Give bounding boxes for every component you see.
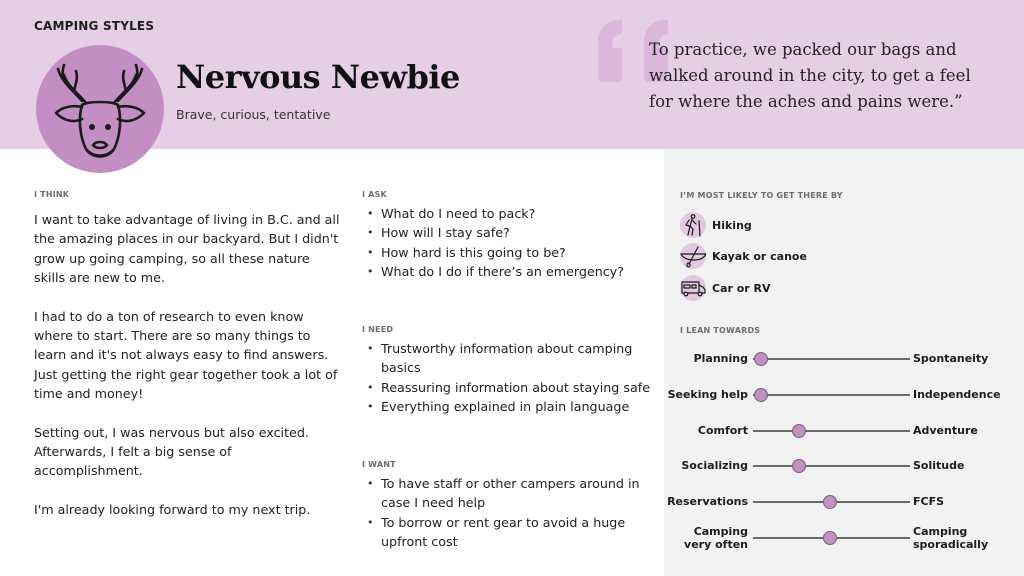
list-item: • How will I stay safe?	[362, 223, 652, 242]
i-need-section	[362, 325, 652, 417]
lean-towards-label: I LEAN TOWARDS	[680, 326, 761, 335]
transport-mode-label: Kayak or canoe	[712, 249, 807, 263]
transport-mode-rv	[680, 275, 771, 301]
i-want-label: I WANT	[362, 460, 396, 469]
slider-right-label: Spontaneity	[913, 352, 989, 365]
spectrum-slider	[664, 344, 1024, 374]
slider-knob	[754, 352, 768, 366]
slider-track	[753, 394, 910, 396]
persona-title: Nervous Newbie	[176, 58, 460, 96]
slider-knob	[823, 531, 837, 545]
transport-mode-label: Hiking	[712, 218, 752, 232]
canoe-icon	[680, 243, 706, 269]
list-item: • To borrow or rent gear to avoid a huge upfront cost	[362, 513, 652, 552]
list-item: • Everything explained in plain language	[362, 397, 652, 416]
spectrum-slider	[664, 451, 1024, 481]
transport-mode-canoe	[680, 243, 807, 269]
rv-icon	[680, 275, 706, 301]
spectrum-slider	[664, 380, 1024, 410]
spectrum-slider	[664, 487, 1024, 517]
eyebrow-label: CAMPING STYLES	[34, 19, 155, 33]
slider-knob	[823, 495, 837, 509]
slider-track	[753, 430, 910, 432]
think-paragraph: I want to take advantage of living in B.C. and all the amazing places in our backyard. But I didn't grow up going camping, so all these nature skills are new to me.	[34, 212, 340, 286]
header-banner	[0, 0, 1024, 149]
think-paragraph: I'm already looking forward to my next trip.	[34, 501, 311, 517]
list-item: • What do I do if there’s an emergency?	[362, 262, 652, 281]
i-need-label: I NEED	[362, 325, 394, 334]
transport-label: I’M MOST LIKELY TO GET THERE BY	[680, 191, 843, 200]
slider-left-label: Socializing	[681, 459, 748, 472]
slider-right-label: Camping sporadically	[913, 525, 989, 551]
i-think-label: I THINK	[34, 190, 70, 199]
list-item: • Reassuring information about staying safe	[362, 378, 652, 397]
slider-knob	[754, 388, 768, 402]
slider-right-label: FCFS	[913, 495, 945, 508]
i-think-section	[34, 190, 344, 538]
slider-left-label: Planning	[693, 352, 748, 365]
i-want-section	[362, 460, 652, 552]
slider-knob	[792, 459, 806, 473]
slider-right-label: Adventure	[913, 424, 978, 437]
persona-subtitle: Brave, curious, tentative	[176, 107, 331, 122]
hiker-icon	[680, 212, 706, 238]
i-need-list	[362, 339, 652, 417]
slider-left-label: Camping very often	[684, 525, 748, 551]
transport-mode-hiking	[680, 212, 752, 238]
slider-track	[753, 358, 910, 360]
list-item: • To have staff or other campers around in case I need help	[362, 474, 652, 513]
slider-left-label: Seeking help	[667, 388, 748, 401]
i-ask-section	[362, 190, 652, 282]
deer-icon	[36, 45, 164, 173]
sidebar	[664, 149, 1024, 576]
list-item: • What do I need to pack?	[362, 204, 652, 223]
i-ask-label: I ASK	[362, 190, 387, 199]
slider-knob	[792, 424, 806, 438]
i-want-list	[362, 474, 652, 552]
list-item: • How hard is this going to be?	[362, 243, 652, 262]
spectrum-slider	[664, 523, 1024, 553]
avatar	[36, 45, 164, 173]
list-item: • Trustworthy information about camping basics	[362, 339, 652, 378]
slider-left-label: Comfort	[697, 424, 748, 437]
think-paragraph: Setting out, I was nervous but also excited. Afterwards, I felt a big sense of accomplishment.	[34, 424, 309, 479]
slider-right-label: Independence	[913, 388, 1001, 401]
slider-right-label: Solitude	[913, 459, 965, 472]
i-ask-list	[362, 204, 652, 282]
think-paragraph: I had to do a ton of research to even know where to start. There are so many things to learn and it's not always easy to find answers. Just getting the right gear together took a lot of time and money!	[34, 308, 338, 402]
transport-mode-label: Car or RV	[712, 281, 771, 295]
persona-quote: To practice, we packed our bags and walked around in the city, to get a feel for where the aches and pains were.”	[649, 40, 971, 111]
slider-track	[753, 465, 910, 467]
spectrum-slider	[664, 416, 1024, 446]
slider-left-label: Reservations	[667, 495, 748, 508]
